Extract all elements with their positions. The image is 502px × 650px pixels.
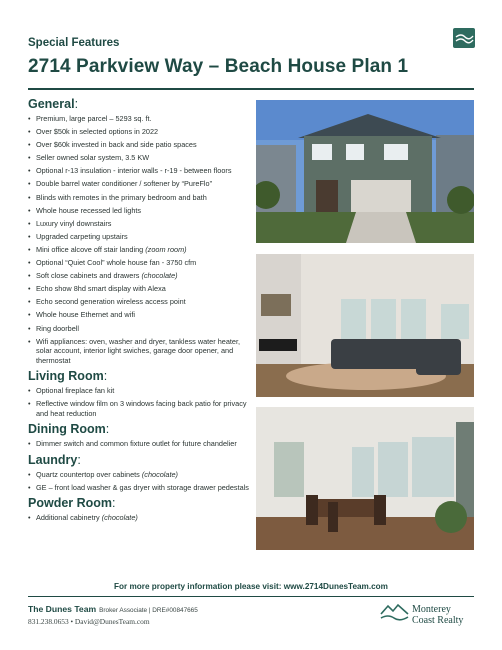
feature-item bbox=[28, 232, 250, 242]
feature-item-text: Over $50k in selected options in 2022 bbox=[36, 127, 159, 137]
section-heading-colon: : bbox=[103, 369, 108, 384]
feature-item-text: Blinds with remotes in the primary bedroom and bath bbox=[36, 192, 207, 202]
feature-item bbox=[28, 439, 250, 449]
feature-list bbox=[28, 386, 250, 418]
feature-list bbox=[28, 114, 250, 365]
feature-item-text: Reflective window film on 3 windows facing back patio for privacy and heat reduction bbox=[36, 399, 247, 418]
section-heading-text: Laundry bbox=[28, 452, 78, 467]
feature-item-text: Echo second generation wireless access point bbox=[36, 297, 186, 307]
feature-item-text: Whole house recessed led lights bbox=[36, 205, 142, 215]
brand-line-2: Coast Realty bbox=[412, 615, 464, 626]
feature-list bbox=[28, 513, 250, 523]
feature-item-note: (chocolate) bbox=[141, 469, 178, 479]
feature-item-text: Optional “Quiet Cool” whole house fan - 3750 cfm bbox=[36, 258, 197, 268]
feature-item-note: (chocolate) bbox=[141, 271, 178, 281]
feature-item-text: Double barrel water conditioner / softener by “PureFlo” bbox=[36, 179, 213, 189]
feature-item bbox=[28, 513, 250, 523]
footer-divider bbox=[28, 596, 474, 597]
feature-item-text: GE – front load washer & gas dryer with storage drawer pedestals bbox=[36, 482, 249, 492]
agent-contact: 831.238.0653 • David@DunesTeam.com bbox=[28, 617, 150, 626]
feature-item-text: Upgraded carpeting upstairs bbox=[36, 231, 128, 241]
feature-item-note: (zoom room) bbox=[145, 244, 187, 254]
feature-item bbox=[28, 140, 250, 150]
feature-item-text: Mini office alcove off stair landing bbox=[36, 244, 144, 254]
feature-item-text: Echo show 8hd smart display with Alexa bbox=[36, 284, 166, 294]
header-label: Special Features bbox=[28, 37, 120, 49]
feature-section bbox=[28, 496, 250, 523]
feature-item bbox=[28, 206, 250, 216]
feature-item bbox=[28, 153, 250, 163]
feature-item-text: Additional cabinetry bbox=[36, 513, 100, 523]
section-heading-colon: : bbox=[112, 496, 116, 511]
feature-item bbox=[28, 245, 250, 255]
feature-item-text: Whole house Ethernet and wifi bbox=[36, 310, 135, 320]
feature-section bbox=[28, 453, 250, 493]
section-heading-text: General bbox=[28, 97, 75, 111]
feature-item-text: Over $60k invested in back and side patio spaces bbox=[36, 140, 197, 150]
feature-item bbox=[28, 258, 250, 268]
section-heading-colon: : bbox=[74, 97, 79, 111]
feature-item-text: Premium, large parcel – 5293 sq. ft. bbox=[36, 114, 152, 123]
feature-item bbox=[28, 297, 250, 307]
brand-name bbox=[412, 604, 463, 626]
feature-item bbox=[28, 284, 250, 294]
features-column bbox=[28, 97, 250, 527]
feature-item bbox=[28, 324, 250, 334]
team-name: The Dunes Team bbox=[28, 604, 97, 614]
agent-license: Broker Associate | DRE#00847665 bbox=[99, 607, 198, 614]
exterior-photo bbox=[256, 100, 474, 243]
feature-item-text: Quartz countertop over cabinets bbox=[36, 469, 140, 479]
feature-item bbox=[28, 127, 250, 137]
agent-team bbox=[28, 604, 198, 614]
section-heading-colon: : bbox=[105, 422, 110, 437]
feature-item bbox=[28, 219, 250, 229]
feature-item-text: Wifi appliances: oven, washer and dryer, tankless water heater, solar account, interior light swiches, garage door opener, and thermostat bbox=[36, 336, 241, 365]
feature-item-text: Dimmer switch and common fixture outlet for future chandelier bbox=[36, 439, 237, 449]
feature-item bbox=[28, 179, 250, 189]
section-heading bbox=[28, 97, 250, 112]
brand-line-1: Monterey bbox=[412, 604, 451, 615]
title-divider bbox=[28, 88, 474, 90]
feature-item bbox=[28, 337, 250, 366]
dining-room-photo bbox=[256, 407, 474, 550]
feature-item bbox=[28, 310, 250, 320]
feature-item-text: Soft close cabinets and drawers bbox=[36, 271, 140, 281]
feature-item bbox=[28, 193, 250, 203]
feature-item-text: Seller owned solar system, 3.5 KW bbox=[36, 153, 150, 163]
feature-list bbox=[28, 470, 250, 493]
living-room-photo bbox=[256, 254, 474, 397]
section-heading-colon: : bbox=[77, 452, 81, 467]
feature-item-text: Luxury vinyl downstairs bbox=[36, 218, 112, 228]
page-title: 2714 Parkview Way – Beach House Plan 1 bbox=[28, 56, 409, 77]
feature-item bbox=[28, 483, 250, 493]
footer-cta: For more property information please visit: www.2714DunesTeam.com bbox=[114, 582, 388, 591]
section-heading bbox=[28, 369, 250, 384]
section-heading-text: Powder Room bbox=[28, 496, 113, 511]
feature-section bbox=[28, 369, 250, 418]
section-heading bbox=[28, 453, 250, 468]
feature-item-text: Ring doorbell bbox=[36, 323, 79, 333]
section-heading bbox=[28, 496, 250, 511]
section-heading bbox=[28, 422, 250, 437]
feature-list bbox=[28, 439, 250, 449]
feature-section bbox=[28, 97, 250, 365]
wave-logo-icon bbox=[453, 28, 475, 48]
feature-item bbox=[28, 114, 250, 124]
feature-item bbox=[28, 271, 250, 281]
section-heading-text: Living Room bbox=[28, 369, 104, 384]
section-heading-text: Dining Room bbox=[28, 422, 106, 437]
feature-item bbox=[28, 470, 250, 480]
feature-item bbox=[28, 399, 250, 418]
feature-section bbox=[28, 422, 250, 449]
feature-item bbox=[28, 166, 250, 176]
feature-item-text: Optional fireplace fan kit bbox=[36, 386, 115, 396]
feature-item-note: (chocolate) bbox=[101, 513, 138, 523]
feature-item bbox=[28, 386, 250, 396]
feature-item-text: Optional r-13 insulation - interior walls - r-19 - between floors bbox=[36, 166, 232, 176]
